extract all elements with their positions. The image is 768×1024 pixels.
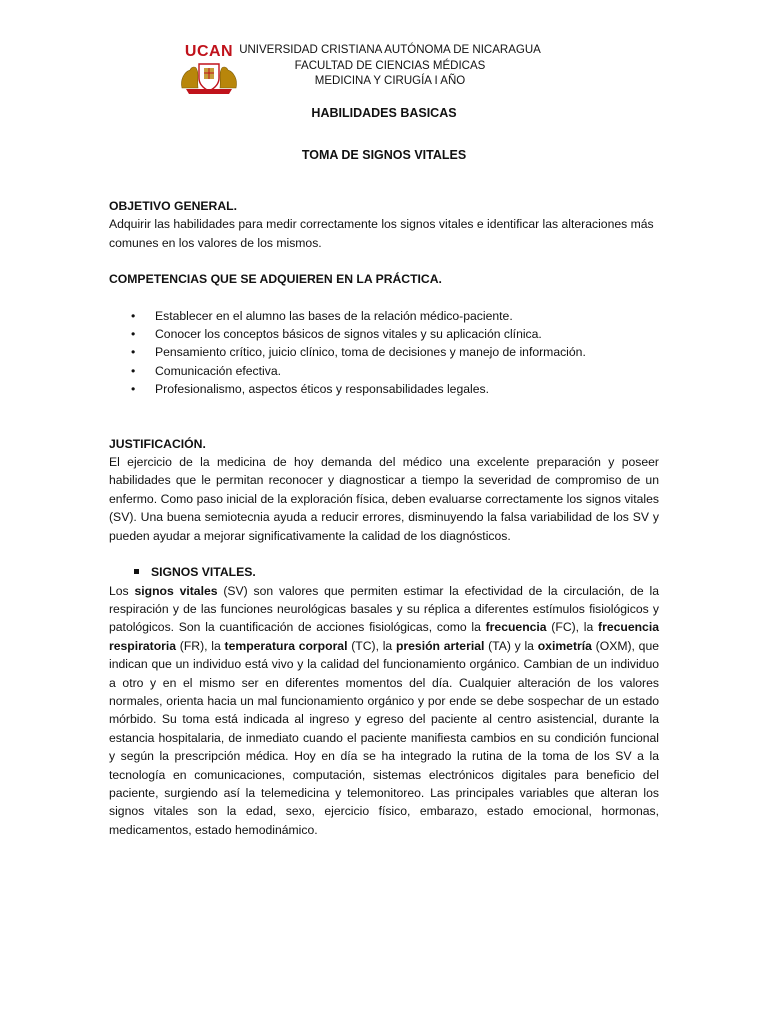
university-name: UNIVERSIDAD CRISTIANA AUTÓNOMA DE NICARAGUA: [239, 44, 541, 56]
bullet-icon: •: [131, 327, 136, 342]
sub-title: TOMA DE SIGNOS VITALES: [301, 148, 467, 162]
list-item: • Conocer los conceptos básicos de signos vitales y su aplicación clínica.: [109, 325, 659, 343]
objetivo-text: Adquirir las habilidades para medir correctamente los signos vitales e identificar las alteraciones más comunes en los valores de los mismos.: [109, 217, 654, 250]
square-bullet-icon: [134, 569, 139, 574]
document-header: [230, 43, 550, 90]
list-item: • Profesionalismo, aspectos éticos y responsabilidades legales.: [109, 380, 659, 398]
document-body: [109, 197, 659, 839]
justificacion-heading: JUSTIFICACIÓN.: [109, 436, 206, 451]
course-name: MEDICINA Y CIRUGÍA I AÑO: [314, 75, 466, 87]
bullet-icon: •: [131, 345, 136, 360]
list-item: • Comunicación efectiva.: [109, 362, 659, 380]
bullet-icon: •: [131, 308, 136, 323]
bullet-icon: •: [131, 363, 136, 378]
bullet-icon: •: [131, 382, 136, 397]
list-item: • Pensamiento crítico, juicio clínico, toma de decisiones y manejo de información.: [109, 343, 659, 361]
main-title: HABILIDADES BASICAS: [311, 106, 457, 120]
competencias-heading: COMPETENCIAS QUE SE ADQUIEREN EN LA PRÁCTICA.: [109, 272, 442, 287]
logo-text: UCAN: [184, 43, 234, 60]
faculty-name: FACULTAD DE CIENCIAS MÉDICAS: [294, 59, 486, 72]
competencias-list: [109, 307, 659, 399]
objetivo-heading: OBJETIVO GENERAL.: [109, 199, 237, 213]
signos-text: Los signos vitales (SV) son valores que permiten estimar la efectividad de la circulación, de la respiración y de las funciones neurológicas basales y su réplica a diferentes estímulos fisiológicos y patológicos. Son la cuantificación de acciones fisiológicas, como la frecuencia (FC), la frecuencia respiratoria (FR), la temperatura corporal (TC), la presión arterial (TA) y la oximetría (OXM), que indican que un individuo está vivo y la calidad del funcionamiento orgánico. Cambian de un individuo a otro y en el mismo ser en diferentes momentos del día. Cualquier alteración de los valores normales, orienta hacia un mal funcionamiento orgánico y por ende se debe sospechar de un estado mórbido. Su toma está indicada al ingreso y egreso del paciente al centro asistencial, durante la estancia hospitalaria, de inmediato cuando el paciente manifiesta cambios en su condición funcional y según la prescripción médica. Hoy en día se ha integrado la rutina de la toma de los SV a la tecnología en comunicaciones, computación, sistemas electrónicos digitales para beneficio del paciente, surgiendo así la telemedicina y telemonitoreo. Las principales variables que alteran los signos vitales son la edad, sexo, ejercicio físico, embarazo, estado emocional, hormonas, medicamentos, estado hemodinámico.: [109, 583, 660, 837]
justificacion-text: El ejercicio de la medicina de hoy demanda del médico una excelente preparación y poseer habilidades que le permitan reconocer y diagnosticar a tiempo la severidad de compromiso de un enfermo. Como paso inicial de la exploración física, deben evaluarse correctamente los signos vitales (SV). Una buena semiotecnia ayuda a reducir errores, disminuyendo la falsa variabilidad de los SV y pueden ayudar a mejorar significativamente la calidad de los diagnósticos.: [109, 455, 659, 543]
signos-heading: SIGNOS VITALES.: [109, 563, 659, 581]
list-item: • Establecer en el alumno las bases de la relación médico-paciente.: [109, 307, 659, 325]
